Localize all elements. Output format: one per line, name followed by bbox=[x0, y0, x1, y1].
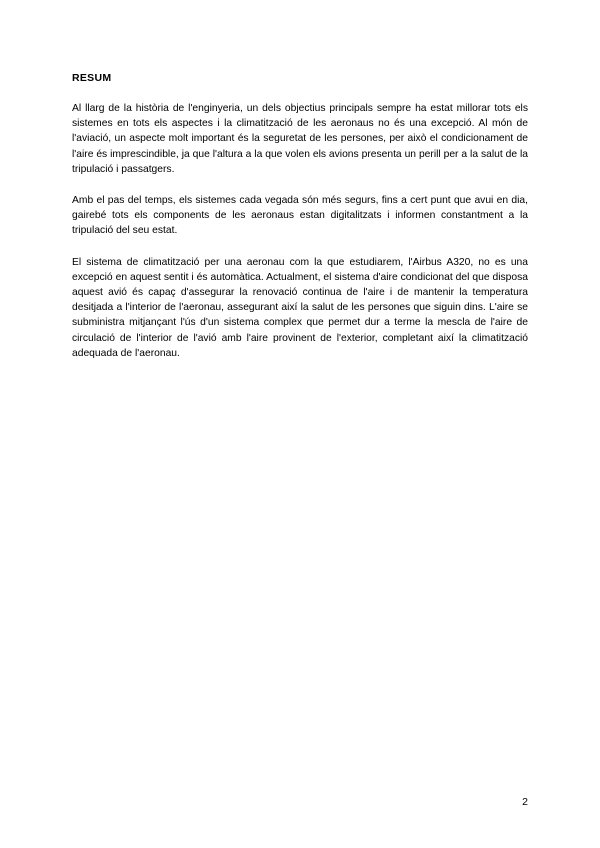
body-text bbox=[72, 101, 528, 377]
paragraph-2: Amb el pas del temps, els sistemes cada vegada són més segurs, fins a cert punt que avui en dia, gairebé tots els components de les aeronaus estan digitalitzats i informen constantment a la tripulació del seu estat. bbox=[72, 195, 528, 237]
paragraph-3: El sistema de climatització per una aeronau com la que estudiarem, l'Airbus A320, no es una excepció en aquest sentit i és automàtica. Actualment, el sistema d'aire condicionat del que disposa aquest avió és capaç d'assegurar la renovació continua de l'aire i de mantenir la temperatura desitjada a l'interior de l'aeronau, assegurant així la salut de les persones que siguin dins. L'aire se subministra mitjançant l'ús d'un sistema complex que permet dur a terme la mescla de l'aire de circulació de l'interior de l'avió amb l'aire provinent de l'exterior, completant així la climatització adequada de l'aeronau. bbox=[72, 256, 528, 359]
page-number: 2 bbox=[522, 796, 528, 808]
section-heading: RESUM bbox=[72, 72, 112, 84]
paragraph-1: Al llarg de la història de l'enginyeria, un dels objectius principals sempre ha estat millorar tots els sistemes en tots els aspectes i la climatització de les aeronaus no és una excepció. Al món de l'aviació, un aspecte molt important és la seguretat de les persones, per això el condicionament de l'aire és imprescindible, ja que l'altura a la que volen els avions presenta un perill per a la salut de la tripulació i passatgers. bbox=[72, 103, 528, 175]
